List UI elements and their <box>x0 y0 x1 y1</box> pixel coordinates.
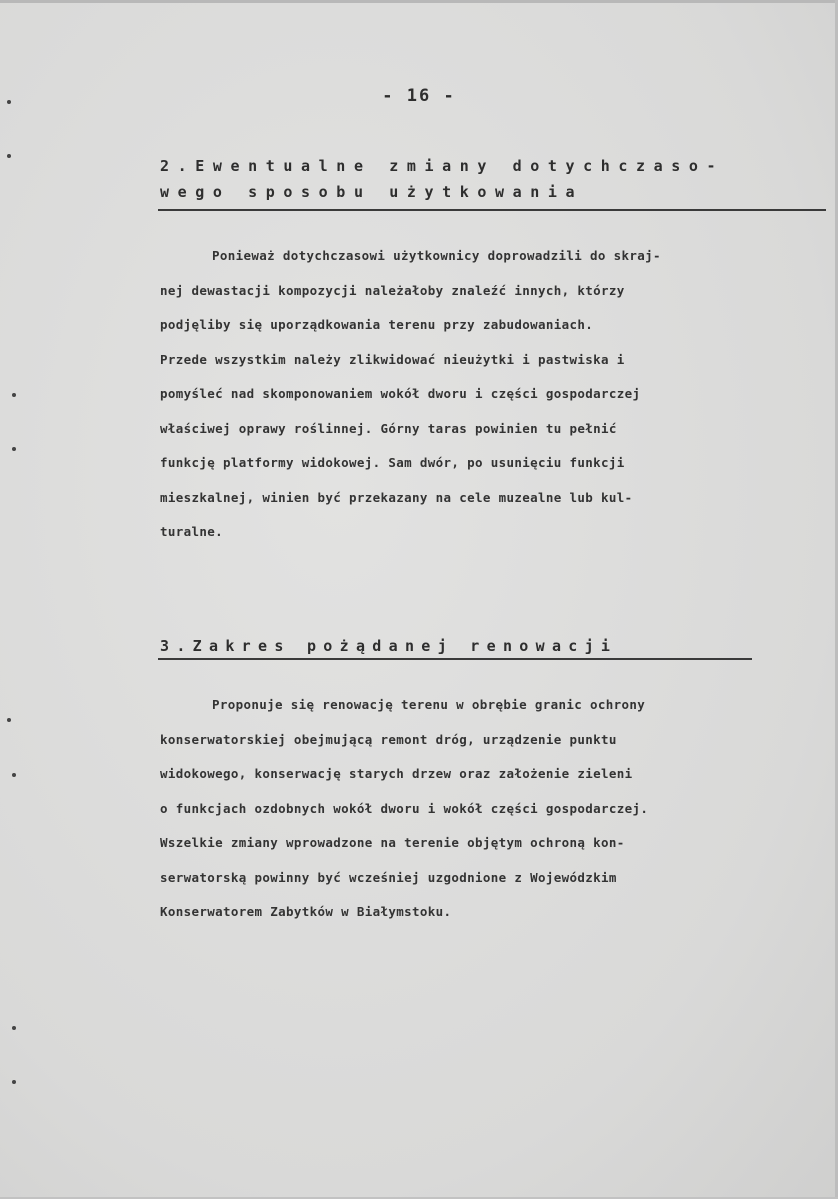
page-edge-top <box>0 0 838 3</box>
text-line: mieszkalnej, winien być przekazany na cele muzealne lub kul- <box>160 489 633 505</box>
section-2-heading-line-2: wego sposobu użytkowania <box>160 183 584 201</box>
text-line: serwatorską powinny być wcześniej uzgodnione z Wojewódzkim <box>160 869 617 885</box>
text-line: Wszelkie zmiany wprowadzone na terenie objętym ochroną kon- <box>160 835 625 850</box>
text-line: podjęliby się uporządkowania terenu przy zabudowaniach. <box>160 317 594 332</box>
text-line: Przede wszystkim należy zlikwidować nieużytki i pastwiska i <box>160 351 625 367</box>
text-line: widokowego, konserwację starych drzew oraz założenie zieleni <box>160 766 633 781</box>
text-line: nej dewastacji kompozycji należałoby znaleźć innych, którzy <box>160 282 625 298</box>
margin-mark <box>7 718 11 722</box>
section-2-heading-line-1: 2.Ewentualne zmiany dotychczaso- <box>160 157 725 175</box>
text-line: turalne. <box>160 524 224 539</box>
text-line: o funkcjach ozdobnych wokół dworu i wokół części gospodarczej. <box>160 800 649 816</box>
text-line: Proponuje się renowację terenu w obrębie granic ochrony <box>212 697 646 712</box>
margin-mark <box>7 154 11 158</box>
section-3-heading: 3.Zakres pożądanej renowacji <box>160 637 618 655</box>
section-3-underline <box>158 658 752 660</box>
text-line: pomyśleć nad skomponowaniem wokół dworu i części gospodarczej <box>160 386 641 401</box>
margin-mark <box>12 773 16 777</box>
margin-mark <box>12 1080 16 1084</box>
section-2-paragraph <box>160 239 820 550</box>
text-line: funkcję platformy widokowej. Sam dwór, po usunięciu funkcji <box>160 455 625 470</box>
section-2-heading <box>160 153 832 205</box>
text-line: właściwej oprawy roślinnej. Górny taras powinien tu pełnić <box>160 420 617 436</box>
section-3-paragraph <box>160 688 820 930</box>
text-line: Konserwatorem Zabytków w Białymstoku. <box>160 904 452 919</box>
margin-mark <box>12 447 16 451</box>
page-number: - 16 - <box>382 86 456 106</box>
margin-mark <box>12 393 16 397</box>
text-line: konserwatorskiej obejmującą remont dróg, urządzenie punktu <box>160 731 617 747</box>
text-line: Ponieważ dotychczasowi użytkownicy doprowadzili do skraj- <box>212 248 661 263</box>
section-2-underline <box>158 209 826 211</box>
margin-mark <box>12 1026 16 1030</box>
